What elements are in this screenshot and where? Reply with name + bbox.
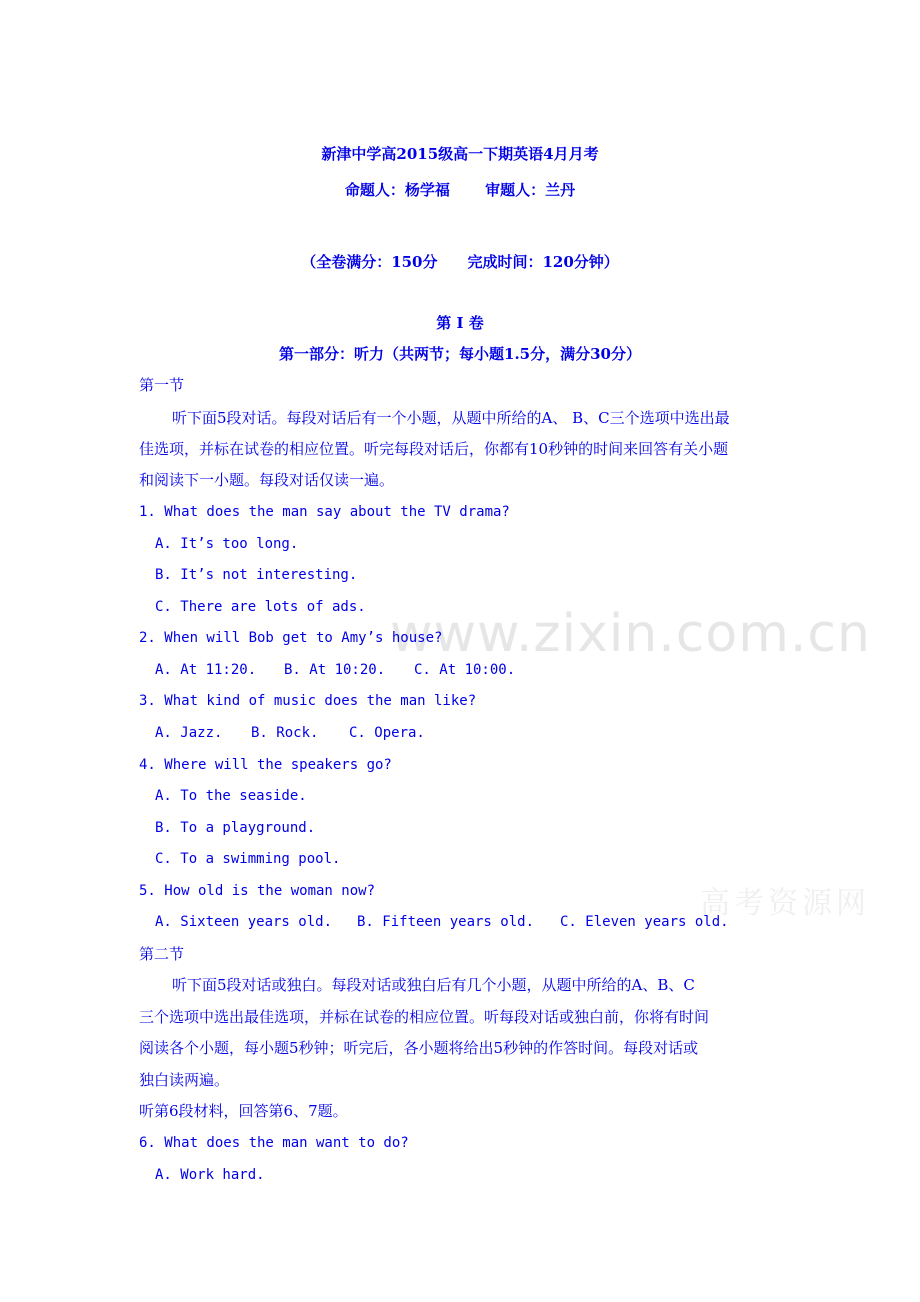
q4-option-b: B. To a playground. <box>155 820 316 836</box>
q5-option-a: A. Sixteen years old. <box>155 914 333 930</box>
watermark-site: www.zixin.com.cn <box>390 604 871 664</box>
q1-option-c: C. There are lots of ads. <box>155 599 366 615</box>
question-2: 2. When will Bob get to Amy’s house? <box>139 630 443 646</box>
exam-title: 新津中学高2015级高一下期英语4月月考 <box>321 145 599 163</box>
exam-authors: 命题人：杨学福 审题人：兰丹 <box>344 181 576 199</box>
section1-label: 第一节 <box>139 376 185 394</box>
q5-option-b: B. Fifteen years old. <box>357 914 535 930</box>
exam-score-time: （全卷满分：150分 完成时间：120分钟） <box>301 253 619 271</box>
q1-option-a: A. It’s too long. <box>155 536 299 552</box>
q3-option-c: C. Opera. <box>349 725 425 741</box>
question-3: 3. What kind of music does the man like? <box>139 693 477 709</box>
volume-heading: 第 I 卷 <box>436 314 484 332</box>
q2-option-b: B. At 10:20. <box>284 662 386 678</box>
q1-option-b: B. It’s not interesting. <box>155 567 358 583</box>
section1-instructions-line2: 佳选项，并标在试卷的相应位置。听完每段对话后，你都有10秒钟的时间来回答有关小题 <box>139 440 729 458</box>
q4-option-a: A. To the seaside. <box>155 788 307 804</box>
section2-label: 第二节 <box>139 945 185 963</box>
material-6-instruction: 听第6段材料，回答第6、7题。 <box>139 1102 348 1120</box>
q3-option-b: B. Rock. <box>251 725 319 741</box>
q5-option-c: C. Eleven years old. <box>560 914 729 930</box>
q2-option-a: A. At 11:20. <box>155 662 257 678</box>
watermark-brand: 高考资源网 <box>700 886 870 921</box>
section2-instructions-line2: 三个选项中选出最佳选项，并标在试卷的相应位置。听每段对话或独白前，你将有时间 <box>139 1008 710 1026</box>
q4-option-c: C. To a swimming pool. <box>155 851 341 867</box>
section1-instructions-line3: 和阅读下一小题。每段对话仅读一遍。 <box>139 471 395 489</box>
part1-title: 第一部分：听力（共两节；每小题1.5分，满分30分） <box>279 345 641 363</box>
q3-option-a: A. Jazz. <box>155 725 223 741</box>
question-1: 1. What does the man say about the TV drama? <box>139 504 510 520</box>
q2-option-c: C. At 10:00. <box>414 662 516 678</box>
question-5: 5. How old is the woman now? <box>139 883 376 899</box>
section2-instructions-line4: 独白读两遍。 <box>139 1071 230 1089</box>
question-6: 6. What does the man want to do? <box>139 1135 409 1151</box>
section2-instructions-line3: 阅读各个小题，每小题5秒钟；听完后，各小题将给出5秒钟的作答时间。每段对话或 <box>139 1039 699 1057</box>
section2-instructions-line1: 听下面5段对话或独白。每段对话或独白后有几个小题，从题中所给的A、B、C <box>172 976 695 994</box>
section1-instructions-line1: 听下面5段对话。每段对话后有一个小题，从题中所给的A、 B、C三个选项中选出最 <box>172 409 730 427</box>
question-4: 4. Where will the speakers go? <box>139 757 392 773</box>
q6-option-a: A. Work hard. <box>155 1167 265 1183</box>
